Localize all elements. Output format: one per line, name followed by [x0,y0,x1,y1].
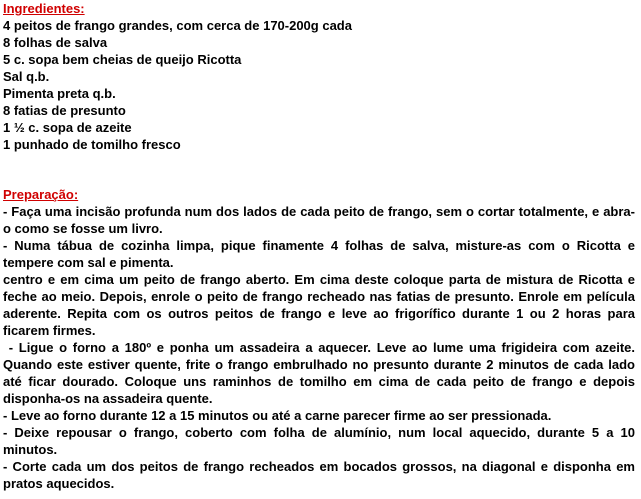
ingredient-item: 5 c. sopa bem cheias de queijo Ricotta [3,52,242,67]
preparation-step: - Faça uma incisão profunda num dos lados de cada peito de frango, sem o cortar totalmente, e abra-o como se fosse um livro. [3,204,635,236]
ingredient-item: 1 ½ c. sopa de azeite [3,120,132,135]
preparation-step: - Ligue o forno a 180º e ponha um assadeira a aquecer. Leve ao lume uma frigideira com azeite. Quando este estiver quente, frite o frango embrulhado no presunto durante 2 minutos de cada lado até ficar dourado. Coloque uns raminhos de tomilho em cima de cada peito de frango e depois disponha-os na assadeira quente. [3,340,639,406]
ingredients-list [3,17,635,153]
preparation-heading: Preparação: [3,187,79,202]
ingredients-heading: Ingredientes: [3,1,85,16]
preparation-step: - Corte cada um dos peitos de frango recheados em bocados grossos, na diagonal e disponha em pratos aquecidos. [3,459,635,491]
preparation-step: - Leve ao forno durante 12 a 15 minutos ou até a carne parecer firme ao ser pressionada. [3,408,552,423]
ingredient-item: 4 peitos de frango grandes, com cerca de 170-200g cada [3,18,352,33]
ingredient-item: Sal q.b. [3,69,50,84]
preparation-steps [3,203,639,492]
ingredient-item: Pimenta preta q.b. [3,86,116,101]
preparation-step: centro e em cima um peito de frango aberto. Em cima deste coloque parta de mistura de Ricotta e feche ao meio. Depois, enrole o peito de frango recheado nas fatias de presunto. Enrole em película aderente. Repita com os outros peitos de frango e leve ao frigorífico durante 1 ou 2 horas para ficarem firmes. [3,272,635,338]
ingredient-item: 8 fatias de presunto [3,103,126,118]
preparation-step: - Deixe repousar o frango, coberto com folha de alumínio, num local aquecido, durante 5 a 10 minutos. [3,425,635,457]
recipe-document [3,0,639,492]
ingredient-item: 8 folhas de salva [3,35,108,50]
ingredient-item: 1 punhado de tomilho fresco [3,137,181,152]
section-spacer [3,153,635,186]
preparation-step: - Numa tábua de cozinha limpa, pique finamente 4 folhas de salva, misture-as com o Ricotta e tempere com sal e pimenta. [3,238,635,270]
